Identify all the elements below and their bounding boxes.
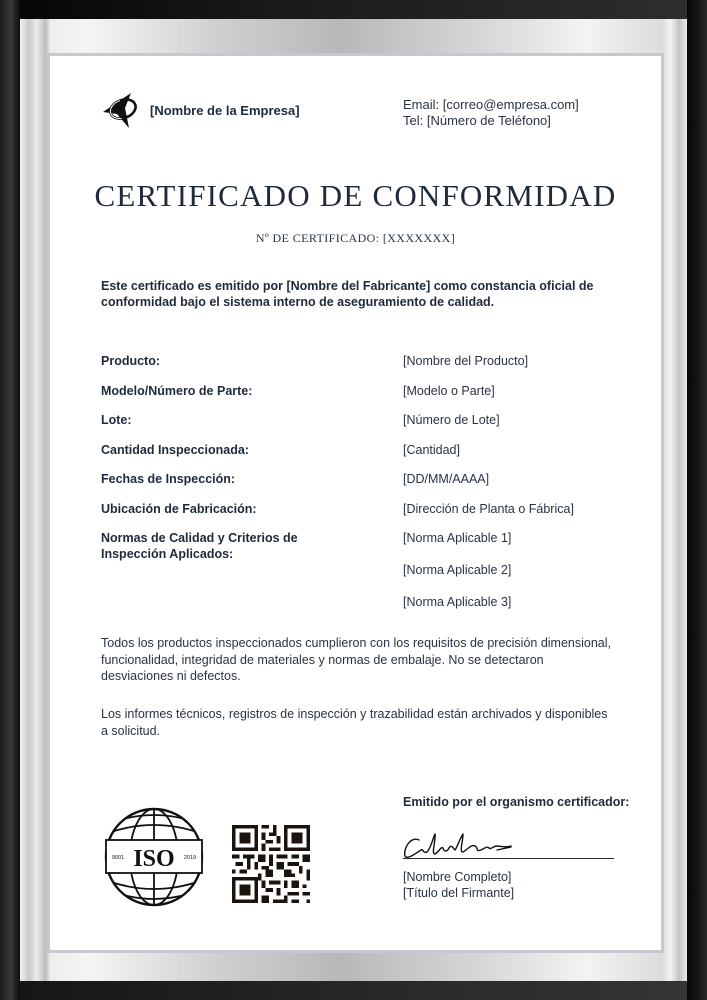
issued-by-label: Emitido por el organismo certificador: bbox=[403, 795, 630, 809]
field-row-norms bbox=[101, 530, 621, 630]
signer-name: [Nombre Completo] bbox=[403, 870, 512, 884]
bevel-right bbox=[661, 19, 687, 981]
field-row-lot bbox=[101, 412, 621, 442]
certificate-title: CERTIFICADO DE CONFORMIDAD bbox=[94, 178, 617, 213]
company-logo-icon bbox=[101, 90, 145, 130]
field-row-model bbox=[101, 383, 621, 413]
field-value: [Cantidad] bbox=[403, 442, 460, 457]
field-row-quantity bbox=[101, 442, 621, 472]
signature-icon bbox=[401, 826, 526, 866]
signature-line bbox=[403, 858, 614, 859]
iso-text: ISO bbox=[133, 846, 175, 872]
norm-item-3: [Norma Aplicable 3] bbox=[403, 595, 512, 609]
frame-left bbox=[0, 0, 20, 1000]
field-row-location bbox=[101, 501, 621, 531]
norms-label bbox=[101, 530, 331, 562]
field-label: Cantidad Inspeccionada: bbox=[101, 442, 249, 457]
field-label: Lote: bbox=[101, 413, 132, 427]
iso-left-number: 9001 bbox=[111, 855, 125, 861]
certificate-number: Nº DE CERTIFICADO: [XXXXXXX] bbox=[255, 231, 456, 245]
field-value: [Modelo o Parte] bbox=[403, 383, 495, 398]
certificate-page bbox=[50, 56, 661, 950]
frame-top bbox=[0, 0, 707, 19]
norm-item-1: [Norma Aplicable 1] bbox=[403, 531, 512, 545]
frame-right bbox=[687, 0, 707, 1000]
iso-right-number: 2019 bbox=[183, 855, 197, 861]
field-value: [Número de Lote] bbox=[403, 413, 500, 427]
norms-label-line1: Normas de Calidad y Criterios de bbox=[101, 531, 298, 545]
field-value: [DD/MM/AAAA] bbox=[403, 472, 490, 486]
company-header bbox=[101, 90, 300, 130]
contact-phone: Tel: [Número de Teléfono] bbox=[403, 113, 551, 128]
bevel-left bbox=[20, 19, 50, 981]
field-label: Ubicación de Fabricación: bbox=[101, 501, 257, 516]
frame-bottom bbox=[0, 981, 707, 1000]
contact-info bbox=[403, 97, 579, 129]
company-name: [Nombre de la Empresa] bbox=[150, 102, 300, 118]
signer-title: [Título del Firmante] bbox=[403, 886, 515, 900]
field-row-product bbox=[101, 353, 621, 383]
records-paragraph: Los informes técnicos, registros de inspección y trazabilidad están archivados y disponibles a solicitud. bbox=[101, 707, 608, 738]
norm-item-2: [Norma Aplicable 2] bbox=[403, 563, 512, 577]
contact-email: Email: [correo@empresa.com] bbox=[403, 97, 579, 112]
field-value: [Dirección de Planta o Fábrica] bbox=[403, 501, 574, 516]
norms-label-line2: Inspección Aplicados: bbox=[101, 547, 234, 561]
field-value: [Nombre del Producto] bbox=[403, 354, 529, 368]
iso-globe-icon bbox=[102, 805, 206, 909]
field-label: Fechas de Inspección: bbox=[101, 472, 236, 486]
certificate-fields bbox=[101, 353, 621, 630]
field-label: Producto: bbox=[101, 354, 161, 368]
qr-code-icon bbox=[232, 825, 310, 903]
signer-info bbox=[403, 869, 514, 901]
field-row-dates bbox=[101, 471, 621, 501]
field-label: Modelo/Número de Parte: bbox=[101, 383, 253, 398]
compliance-paragraph: Todos los productos inspeccionados cumplieron con los requisitos de precisión dimensional, funcionalidad, integridad de materiales y normas de embalaje. No se detectaron desviaciones ni defectos. bbox=[101, 636, 612, 683]
intro-statement: Este certificado es emitido por [Nombre del Fabricante] como constancia oficial de conformidad bajo el sistema interno de aseguramiento de calidad. bbox=[101, 279, 594, 309]
